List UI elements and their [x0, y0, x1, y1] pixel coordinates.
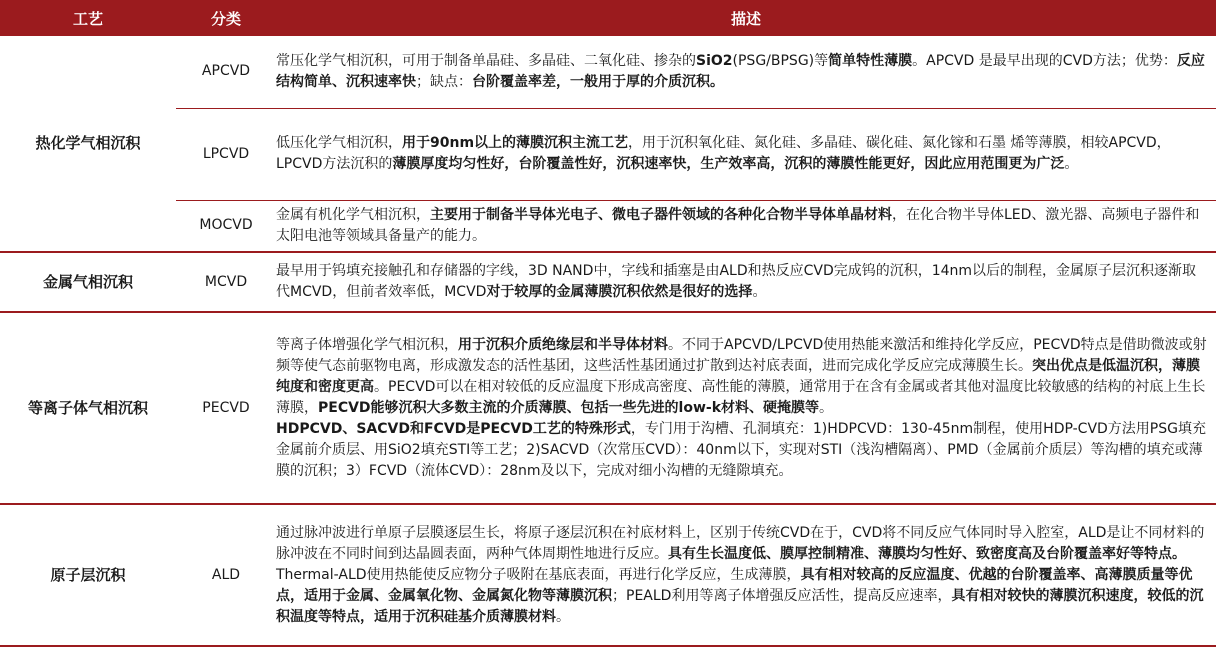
description-text: ；PEALD利用等离子体增强反应活性，提高反应速率， [612, 587, 952, 604]
method-name: ALD [176, 504, 276, 646]
table-row [0, 108, 1216, 200]
description-text: 。 [556, 608, 570, 625]
description-text: 通过脉冲波进行单原子层膜逐层生长，将原子逐层沉积在衬底材料上，区别于传统CVD在于，CVD将不同反应气体同时导入腔室，ALD是让不同材料的脉冲波在不同时间到达晶圆表面，两种气体周期性地进行反应。 [276, 524, 1205, 562]
method-name: PECVD [176, 312, 276, 504]
description-text: Thermal-ALD使用热能使反应物分子吸附在基底表面，再进行化学反应，生成薄膜， [276, 566, 801, 583]
table-row [0, 312, 1216, 504]
process-group-name: 等离子体气相沉积 [0, 312, 176, 504]
description-highlight: 薄膜厚度均匀性好，台阶覆盖性好，沉积速率快，生产效率高，沉积的薄膜性能更好，因此应用范围更为广泛 [392, 156, 1065, 172]
method-description [276, 312, 1216, 504]
description-text: 最早用于钨填充接触孔和存储器的字线，3D NAND中，字线和插塞是由ALD和热反应CVD完成钨的沉积，14nm以后的制程，金属原子层沉积逐渐取代MCVD，但前者效率低，MCVD [276, 263, 1197, 300]
description-text: 。APCVD 是最早出现的CVD方法；优势： [912, 52, 1177, 69]
method-name: LPCVD [176, 108, 276, 200]
description-paragraph [276, 261, 1208, 303]
header-process: 工艺 [0, 0, 176, 36]
table-header [0, 0, 1216, 36]
method-description [276, 108, 1216, 200]
table-body [0, 36, 1216, 646]
description-paragraph [276, 133, 1208, 175]
description-highlight: 用于沉积介质绝缘层和半导体材料 [458, 336, 668, 353]
description-text: 。 [819, 399, 834, 416]
description-text: ，在化合物半导体LED、激光器、高频电子器件和太阳电池等领域具备量产的能力。 [276, 206, 1200, 244]
description-text: 。 [1064, 156, 1079, 172]
description-highlight: PECVD能够沉积大多数主流的介质薄膜、包括一些先进的low-k材料、硬掩膜等 [318, 399, 820, 416]
method-description [276, 504, 1216, 646]
method-name: APCVD [176, 36, 276, 108]
description-paragraph [276, 565, 1208, 628]
method-description [276, 252, 1216, 312]
description-highlight: 主要用于制备半导体光电子、微电子器件领域的各种化合物半导体单晶材料 [430, 206, 892, 223]
method-name: MCVD [176, 252, 276, 312]
description-highlight: SiO2 [696, 52, 733, 69]
table-row [0, 504, 1216, 646]
description-paragraph [276, 523, 1208, 565]
description-highlight: HDPCVD、SACVD和FCVD是PECVD工艺的特殊形式 [276, 420, 631, 437]
description-paragraph [276, 205, 1208, 247]
description-text: ；缺点： [416, 73, 472, 90]
description-text: 金属有机化学气相沉积， [276, 206, 430, 223]
header-category: 分类 [176, 0, 276, 36]
description-text: ，用于沉积氧化硅、氮化硅、多晶硅、碳化硅、氮化镓和石墨 烯等薄膜，相较APCVD，LPCVD方法沉积的 [276, 135, 1171, 172]
description-text: 。PECVD可以在相对较低的反应温度下形成高密度、高性能的薄膜，通常用于在含有金属或者其他对温度比较敏感的结构的衬底上生长薄膜， [276, 378, 1206, 416]
process-group-name: 原子层沉积 [0, 504, 176, 646]
description-text: 低压化学气相沉积， [276, 135, 402, 151]
method-description [276, 36, 1216, 108]
description-paragraph [276, 51, 1208, 93]
process-group-name: 热化学气相沉积 [0, 36, 176, 252]
description-highlight: 对于较厚的金属薄膜沉积依然是很好的选择 [486, 284, 753, 300]
method-name: MOCVD [176, 200, 276, 252]
description-paragraph [276, 419, 1208, 482]
description-highlight: 简单特性薄膜 [828, 52, 913, 69]
table-row [0, 252, 1216, 312]
description-text: 常压化学气相沉积，可用于制备单晶硅、多晶硅、二氧化硅、掺杂的 [276, 52, 696, 69]
description-text: 。不同于APCVD/LPCVD使用热能来激活和维持化学反应，PECVD特点是借助微波或射频等使气态前驱物电离，形成激发态的活性基团，这些活性基团通过扩散到达衬底表面，进而完成化学反应完成薄膜生长。 [276, 336, 1207, 374]
description-text: 。 [752, 284, 767, 300]
description-text: ，专门用于沟槽、孔洞填充：1)HDPCVD：130-45nm制程，使用HDP-CVD方法用PSG填充金属前介质层、用SiO2填充STI等工艺；2)SACVD（次常压CVD）：40nm以下，实现对STI（浅沟槽隔离）、PMD（金属前介质层）等沟槽的填充或薄膜的沉积；3）FCVD（流体CVD）：28nm及以下，完成对细小沟槽的无缝隙填充。 [276, 420, 1206, 479]
header-description: 描述 [276, 0, 1216, 36]
description-highlight: 具有生长温度低、膜厚控制精准、薄膜均匀性好、致密度高及台阶覆盖率好等特点。 [668, 545, 1186, 562]
description-text: (PSG/BPSG)等 [732, 52, 829, 69]
description-paragraph [276, 335, 1208, 419]
process-group-name: 金属气相沉积 [0, 252, 176, 312]
description-text: 等离子体增强化学气相沉积， [276, 336, 458, 353]
description-highlight: 突出优点是低温沉积，薄膜纯度和密度更高 [276, 357, 1200, 395]
method-description [276, 200, 1216, 252]
table-row [0, 36, 1216, 108]
description-highlight: 具有相对较高的反应温度、优越的台阶覆盖率、高薄膜质量等优点，适用于金属、金属氧化物、金属氮化物等薄膜沉积 [276, 566, 1193, 604]
description-highlight: 反应结构简单、沉积速率快 [276, 52, 1205, 90]
description-highlight: 具有相对较快的薄膜沉积速度，较低的沉积温度等特点，适用于沉积硅基介质薄膜材料 [276, 587, 1204, 625]
description-highlight: 台阶覆盖率差，一般用于厚的介质沉积。 [472, 73, 724, 90]
table-row [0, 200, 1216, 252]
description-highlight: 用于90nm以上的薄膜沉积主流工艺 [402, 135, 629, 151]
